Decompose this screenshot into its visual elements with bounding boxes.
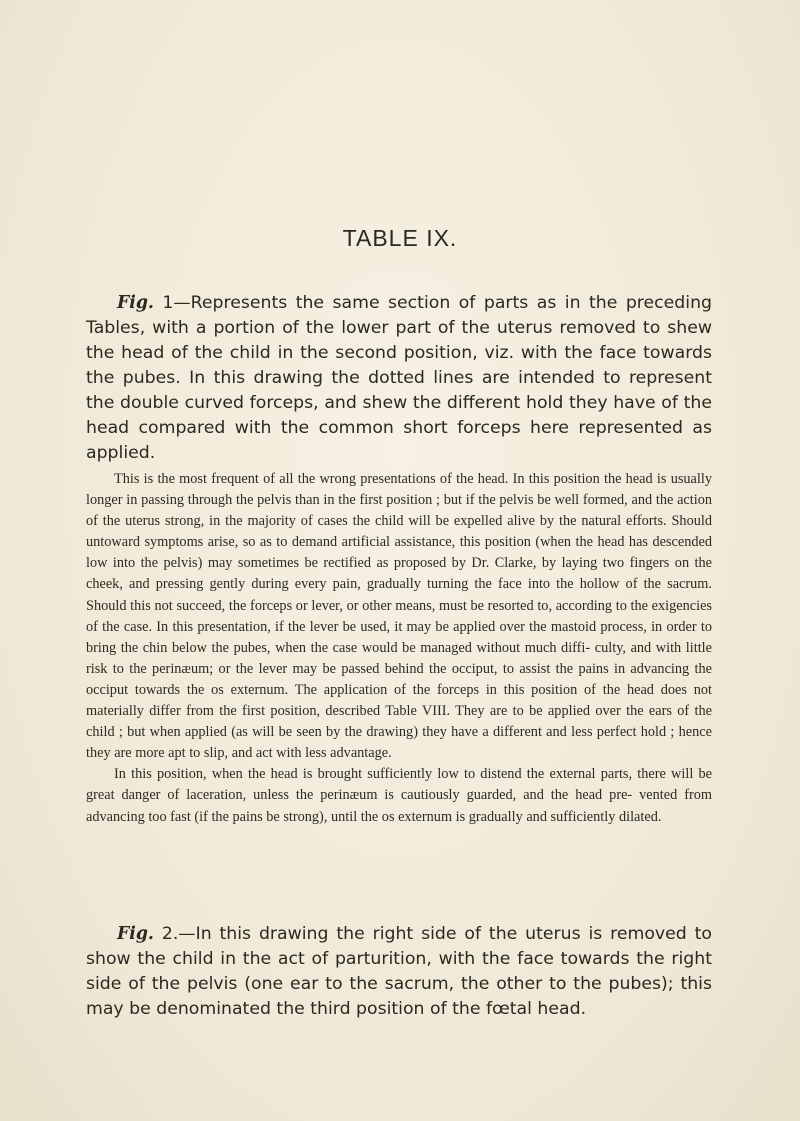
notes-paragraph-2: In this position, when the head is brought sufficiently low to distend the external parts, there will be great danger of laceration, unless the perinæum is cautiously guarded, and the head pre- vented from advancing too fast (if the pains be strong), until the os externum is gradually and sufficiently dilated. <box>86 766 712 825</box>
fig-2-caption <box>86 922 712 1022</box>
fig-2-text: 2.—In this drawing the right side of the uterus is removed to show the child in the act of parturition, with the face towards the right side of the pelvis (one ear to the sacrum, the other to the pubes); this may be denominated the third position of the fœtal head. <box>86 924 712 1019</box>
fig-1-caption <box>86 291 712 466</box>
fig-1-text: 1—Represents the same section of parts as in the preceding Tables, with a portion of the lower part of the uterus removed to shew the head of the child in the second position, viz. with the face towards the pubes. In this drawing the dotted lines are intended to represent the double curved forceps, and shew the different hold they have of the head compared with the common short forceps here represented as applied. <box>86 293 712 463</box>
notes-paragraph-1: This is the most frequent of all the wrong presentations of the head. In this position the head is usually longer in passing through the pelvis than in the first position ; but if the pelvis be well formed, and the action of the uterus strong, in the majority of cases the child will be expelled alive by the natural efforts. Should untoward symptoms arise, so as to demand artificial assistance, this position (when the head has descended low into the pelvis) may sometimes be rectified as proposed by Dr. Clarke, by laying two fingers on the cheek, and pressing gently during every pain, gradually turning the face into the hollow of the sacrum. Should this not succeed, the forceps or lever, or other means, must be resorted to, according to the exigencies of the case. In this presentation, if the lever be used, it may be applied over the mastoid process, in order to bring the chin below the pubes, when the case would be managed without much diffi- culty, and with little risk to the perinæum; or the lever may be passed behind the occiput, to assist the pains in advancing the occiput towards the os externum. The application of the forceps in this position of the head does not materially differ from the first position, described Table VIII. They are to be applied over the ears of the child ; but when applied (as will be seen by the drawing) they have a different and less perfect hold ; hence they are more apt to slip, and act with less advantage. <box>86 471 712 762</box>
notes-body <box>86 469 712 828</box>
page-title: TABLE IX. <box>342 225 458 251</box>
fig-1-label: Fig. <box>117 293 154 313</box>
fig-2-label: Fig. <box>117 924 154 944</box>
